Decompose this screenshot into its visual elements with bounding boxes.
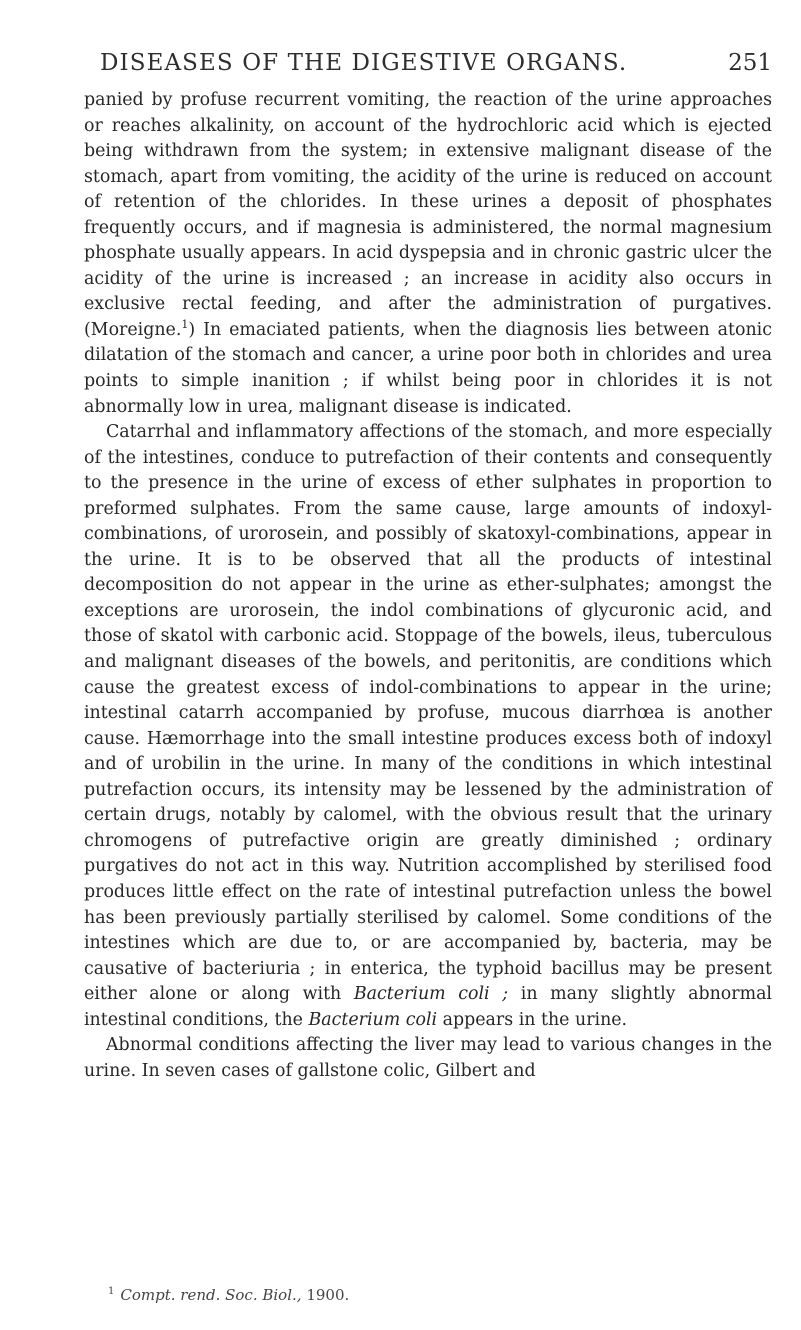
paragraph-2-text: Catarrhal and inflammatory affections of the stomach, and more especially of the intestines, conduce to putrefaction of their contents and consequently to the presence in the urine of excess of ether sulphates in proportion to preformed sulphates. From the same cause, large amounts of indoxyl-combinations, of urorosein, and possibly of skatoxyl-combinations, appear in the urine. It is to be observed that all the products of intestinal decomposition do not appear in the urine as ether-sulphates; amongst the exceptions are urorosein, the indol combinations of glycuronic acid, and those of skatol with carbonic acid. Stoppage of the bowels, ileus, tuberculous and malignant diseases of the bowels, and peritonitis, are conditions which cause the greatest excess of indol-combinations to appear in the urine; intestinal catarrh accompanied by profuse, mucous diarrhœa is another cause. Hæmorrhage into the small intestine produces excess both of indoxyl and of urobilin in the urine. In many of the conditions in which intestinal putrefaction occurs, its intensity may be lessened by the administration of certain drugs, notably by calomel, with the obvious result that the urinary chromogens of putrefactive origin are greatly diminished ; ordinary purgatives do not act in this way. Nutrition accomplished by sterilised food produces little effect on the rate of intestinal putrefaction unless the bowel has been previously partially sterilised by calomel. Some conditions of the intestines which are due to, or are accompanied by, bacteria, may be causative of bacteriuria ; in enterica, the typhoid bacillus may be present either alone or along with <box>84 422 772 1005</box>
footnote-year: 1900. <box>301 1286 350 1304</box>
paragraph-1-text-a: panied by profuse recurrent vomiting, the reaction of the urine approaches or reaches alkalinity, on account of the hydrochloric acid which is ejected being withdrawn from the system; in extensive malignant disease of the stomach, apart from vomiting, the acidity of the urine is reduced on account of retention of the chlorides. In these urines a deposit of phosphates frequently occurs, and if magnesia is administered, the normal magnesium phosphate usually appears. In acid dyspepsia and in chronic gastric ulcer the acidity of the urine is increased ; an increase in acidity also occurs in exclusive rectal feeding, and after the administration of purgatives. (Moreigne. <box>84 90 772 340</box>
paragraph-3-text: Abnormal conditions affecting the liver may lead to various changes in the urine. In seven cases of gallstone colic, Gilbert and <box>84 1035 772 1081</box>
body-text <box>84 88 772 1084</box>
footnote-mark: 1 <box>108 1286 115 1297</box>
running-title: DISEASES OF THE DIGESTIVE ORGANS. <box>100 50 628 76</box>
paragraph-3 <box>84 1033 772 1084</box>
paragraph-2 <box>84 420 772 1033</box>
paragraph-2-text-end: appears in the urine. <box>437 1009 628 1030</box>
paragraph-2-italic-1: Bacterium coli ; <box>353 984 509 1005</box>
paragraph-1-text-b: ) In emaciated patients, when the diagnosis lies between atonic dilatation of the stomach and cancer, a urine poor both in chlorides and urea points to simple inanition ; if whilst being poor in chlorides it is not abnormally low in urea, malignant disease is indicated. <box>84 319 772 417</box>
paragraph-2-italic-2: Bacterium coli <box>308 1009 438 1030</box>
page-header <box>84 44 774 80</box>
footnote-source: Compt. rend. Soc. Biol., <box>120 1286 302 1304</box>
paragraph-1 <box>84 88 772 420</box>
page-number: 251 <box>728 50 772 76</box>
paragraph-2-text-mid: in many slightly abnormal intestinal conditions, the <box>84 984 772 1030</box>
footnote <box>84 1286 772 1304</box>
footnote-reference: 1 <box>181 318 189 332</box>
